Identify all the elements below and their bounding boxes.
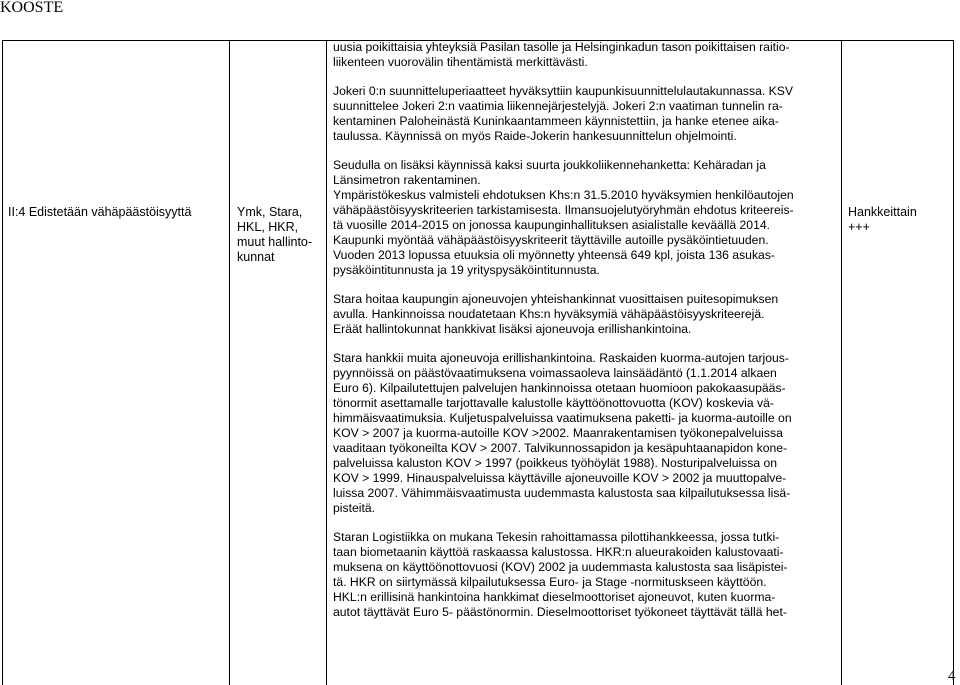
responsible-line: muut hallinto- — [237, 235, 313, 249]
text-line: taan biometaanin käyttöä raskaassa kalustossa. HKR:n alueurakoiden kalustovaati- — [333, 545, 784, 559]
text-line: Länsimetron rakentaminen. — [333, 173, 481, 187]
text-line: Stara hankkii muita ajoneuvoja erillishankintoina. Raskaiden kuorma-autojen tarjous- — [333, 351, 789, 365]
text-line: taulussa. Käynnissä on myös Raide-Jokerin hankesuunnittelun ohjelmointi. — [333, 129, 737, 143]
text-line: KOV > 2007 ja kuorma-autoille KOV >2002. Maanrakentamisen työkonepalveluissa — [333, 426, 783, 440]
responsible-line: Ymk, Stara, — [237, 205, 303, 219]
text-line: Euro 6). Kilpailutettujen palvelujen hankinnoissa otetaan huomioon pakokaasupääs- — [333, 381, 786, 395]
text-line: pysäköintitunnusta ja 19 yrityspysäköintitunnusta. — [333, 263, 600, 277]
schedule-text: Hankkeittain — [848, 205, 917, 219]
column-divider-1 — [229, 40, 230, 685]
page-number: 4 — [948, 668, 956, 684]
column-divider-3 — [841, 40, 842, 685]
text-line: himmäisvaatimuksia. Kuljetuspalveluissa vaatimuksena paketti- ja kuorma-autoille on — [333, 411, 792, 425]
text-line: Jokeri 0:n suunnitteluperiaatteet hyväksyttiin kaupunkisuunnittelulautakunnassa. KSV — [333, 84, 794, 98]
text-line: Eräät hallintokunnat hankkivat lisäksi ajoneuvoja erillishankintoina. — [333, 322, 692, 336]
text-line: Staran Logistiikka on mukana Tekesin rahoittamassa pilottihankkeessa, jossa tutki- — [333, 530, 780, 544]
paragraph — [333, 158, 836, 278]
responsible-line: HKL, HKR, — [237, 220, 299, 234]
text-line: suunnittelee Jokeri 2:n vaatimia liikennejärjestelyjä. Jokeri 2:n vaatiman tunnelin ra- — [333, 99, 783, 113]
table-left-border — [2, 40, 3, 685]
text-line: KOV > 1999. Hinauspalveluissa käyttäville ajoneuvoille KOV > 2002 ja muuttopalve- — [333, 471, 787, 485]
text-line: Seudulla on lisäksi käynnissä kaksi suurta joukkoliikennehanketta: Kehäradan ja — [333, 158, 766, 172]
text-line: Kaupunki myöntää vähäpäästöisyyskriteerit täyttäville autoille pysäköintietuuden. — [333, 233, 769, 247]
text-line: pyynnöissä on päästövaatimuksena voimassaoleva lainsäädäntö (1.1.2014 alkaen — [333, 366, 777, 380]
responsible-cell — [237, 205, 321, 265]
text-line: HKL:n erillisinä hankintoina hankkimat dieselmoottoriset ajoneuvot, kuten kuorma- — [333, 590, 776, 604]
responsible-line: kunnat — [237, 250, 275, 264]
document-header-label: KOOSTE — [0, 0, 64, 16]
text-line: vähäpäästöisyyskriteerien tarkistamisesta. Ilmansuojelutyöryhmän ehdotus kriteereis- — [333, 203, 794, 217]
text-line: tä vuosille 2014-2015 on jonossa kaupunginhallituksen asialistalle keväällä 2014. — [333, 218, 771, 232]
text-line: vaaditaan työkoneilta KOV > 2007. Talvikunnossapidon ja kesäpuhtaanapidon kone- — [333, 441, 788, 455]
text-line: kentaminen Paloheinästä Kuninkaantammeen käynnistettiin, ja hanke etenee aika- — [333, 114, 779, 128]
text-line: autot täyttävät Euro 5- päästönormin. Dieselmoottoriset työkoneet täyttävät tällä het- — [333, 605, 787, 619]
column-divider-2 — [326, 40, 327, 685]
text-line: uusia poikittaisia yhteyksiä Pasilan tasolle ja Helsinginkadun tason poikittaisen raitio- — [333, 40, 790, 54]
paragraph — [333, 351, 836, 516]
text-line: luissa 2007. Vähimmäisvaatimusta uudemmasta kalustosta saa kilpailutuksessa lisä- — [333, 486, 791, 500]
text-line: Stara hoitaa kaupungin ajoneuvojen yhteishankinnat vuosittaisen puitesopimuksen — [333, 292, 779, 306]
description-cell — [333, 40, 836, 634]
paragraph — [333, 40, 836, 70]
text-line: avulla. Hankinnoissa noudatetaan Khs:n hyväksymiä vähäpäästöisyyskriteerejä. — [333, 307, 765, 321]
text-line: tönormit asettamalle tarjottavalle kalustolle käyttöönottovuotta (KOV) koskevia vä- — [333, 396, 774, 410]
paragraph — [333, 530, 836, 620]
text-line: liikenteen vuorovälin tihentämistä merkittävästi. — [333, 55, 588, 69]
text-line: pisteitä. — [333, 501, 376, 515]
text-line: palveluissa kaluston KOV > 1997 (poikkeus työhöylät 1988). Nosturipalveluissa on — [333, 456, 778, 470]
paragraph — [333, 292, 836, 337]
schedule-priority: +++ — [848, 220, 870, 234]
schedule-cell — [848, 205, 948, 235]
table-right-border — [953, 40, 954, 685]
text-line: tä. HKR on siirtymässä kilpailutuksessa Euro- ja Stage -normituskseen käyttöön. — [333, 575, 767, 589]
text-line: muksena on käyttöönottovuosi (KOV) 2002 ja uudemmasta kalustosta saa lisäpistei- — [333, 560, 788, 574]
paragraph — [333, 84, 836, 144]
text-line: Ympäristökeskus valmisteli ehdotuksen Khs:n 31.5.2010 hyväksymien henkilöautojen — [333, 188, 794, 202]
measure-cell: II:4 Edistetään vähäpäästöisyyttä — [8, 205, 192, 219]
text-line: Vuoden 2013 lopussa etuuksia oli myönnetty yhteensä 649 kpl, joista 136 asukas- — [333, 248, 775, 262]
